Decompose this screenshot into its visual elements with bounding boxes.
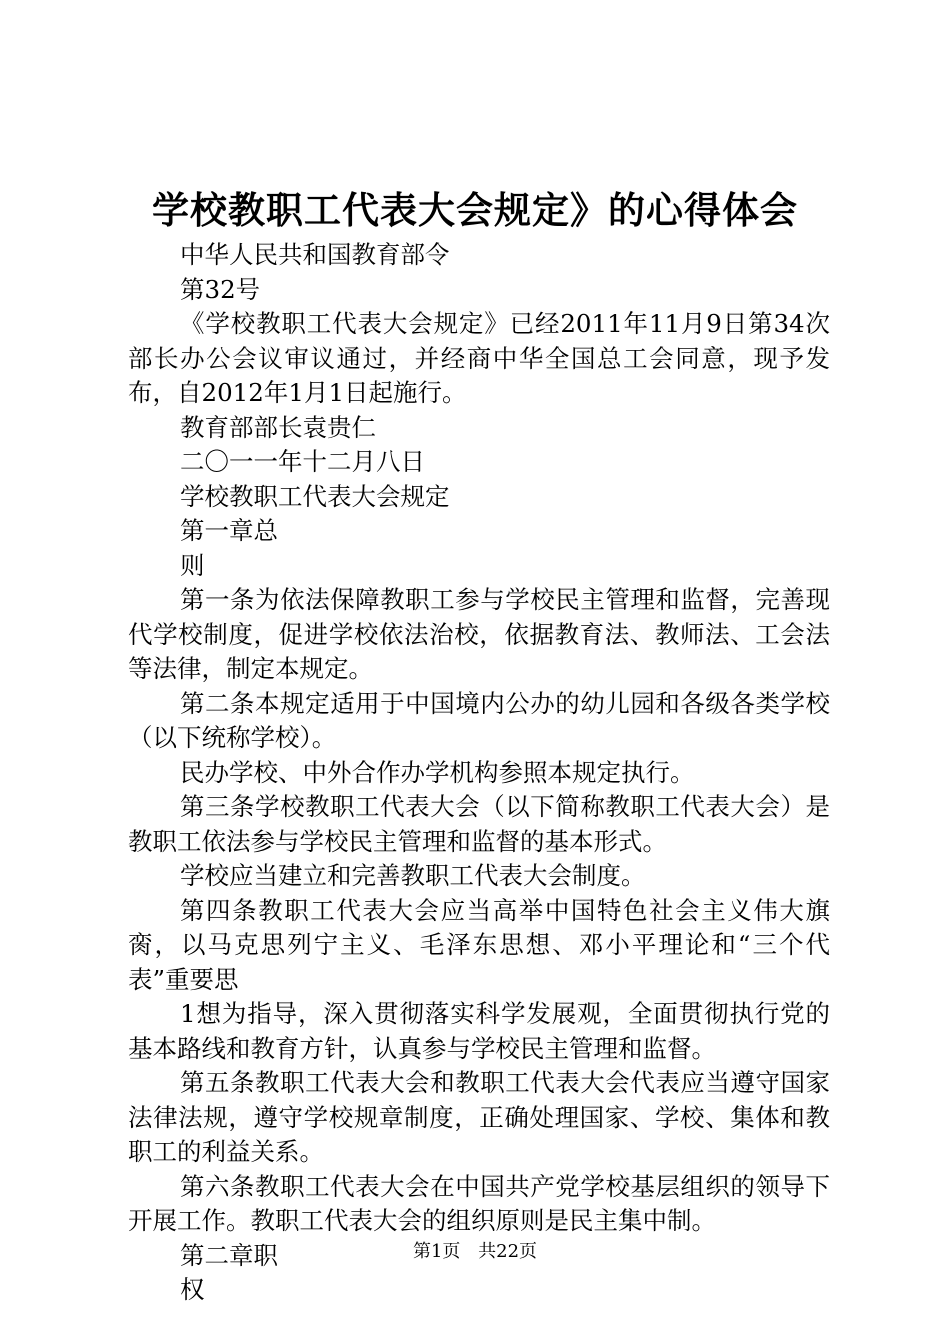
page-total: 共22页 <box>478 1241 538 1262</box>
document-title: 学校教职工代表大会规定》的心得体会 <box>152 188 798 232</box>
paragraph: 学校应当建立和完善教职工代表大会制度。 <box>180 861 646 890</box>
paragraph: 第二章职 <box>180 1240 278 1270</box>
paragraph: 民办学校、中外合作办学机构参照本规定执行。 <box>180 757 695 787</box>
paragraph: 第六条教职工代表大会在中国共产党学校基层组织的领导下开展工作。教职工代表大会的组织原则是民主集中制。 <box>128 1171 830 1235</box>
paragraph: 第五条教职工代表大会和教职工代表大会代表应当遵守国家法律法规，遵守学校规章制度，正确处理国家、学校、集体和教职工的利益关系。 <box>128 1068 830 1166</box>
paragraph: 学校教职工代表大会规定 <box>180 481 450 511</box>
paragraph: 第四条教职工代表大会应当高举中国特色社会主义伟大旗脔，以马克思列宁主义、毛泽东思想、邓小平理论和“三个代表”重要思 <box>128 895 830 994</box>
document-body <box>128 238 830 1308</box>
page-number: 第1页 <box>412 1241 461 1262</box>
paragraph: 教育部部长袁贵仁 <box>180 412 376 442</box>
page-footer <box>0 1240 950 1264</box>
paragraph: 权 <box>180 1275 205 1304</box>
paragraph: 第二条本规定适用于中国境内公办的幼儿园和各级各类学校（以下统称学校）。 <box>128 688 830 752</box>
paragraph: 第32号 <box>180 274 261 304</box>
paragraph: 第一条为依法保障教职工参与学校民主管理和监督，完善现代学校制度，促进学校依法治校，依据教育法、教师法、工会法等法律，制定本规定。 <box>128 585 830 683</box>
paragraph: 《学校教职工代表大会规定》已经2011年11月9日第34次部长办公会议审议通过，并经商中华全国总工会同意，现予发布，自2012年1月1日起施行。 <box>128 309 830 407</box>
paragraph: 则 <box>180 550 205 580</box>
paragraph: 第一章总 <box>180 516 278 545</box>
paragraph: 中华人民共和国教育部令 <box>180 240 450 269</box>
paragraph: 二〇一一年十二月八日 <box>180 447 425 476</box>
paragraph: 第三条学校教职工代表大会（以下简称教职工代表大会）是教职工依法参与学校民主管理和监督的基本形式。 <box>128 792 830 856</box>
paragraph: 1想为指导，深入贯彻落实科学发展观，全面贯彻执行党的基本路线和教育方针，认真参与学校民主管理和监督。 <box>128 999 830 1063</box>
